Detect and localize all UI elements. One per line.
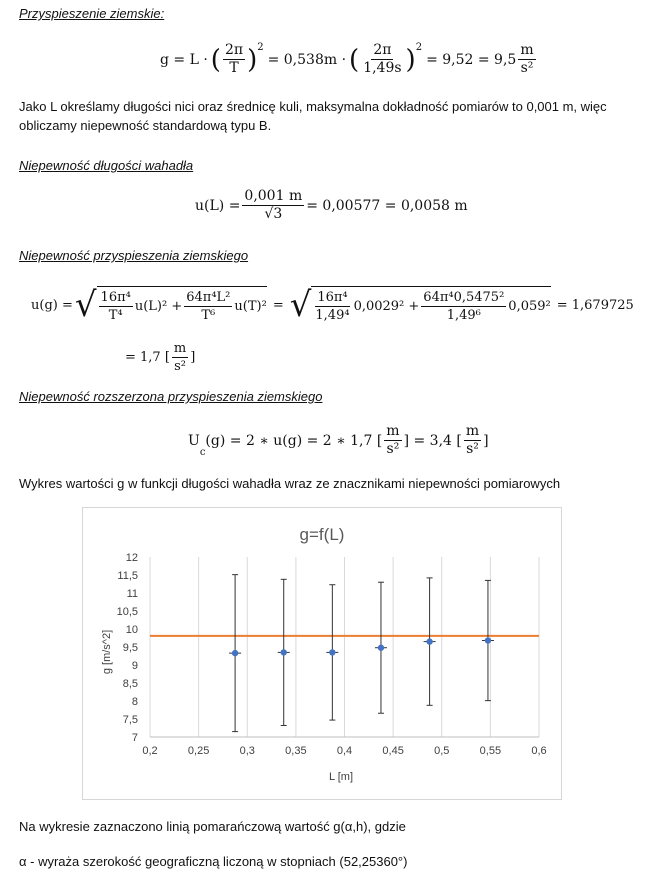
chart-container bbox=[82, 507, 562, 800]
chart-x-tick-label: 0,3 bbox=[239, 745, 255, 757]
chart-data-point bbox=[426, 638, 432, 644]
chart-y-tick-label: 11 bbox=[126, 588, 138, 600]
equation-gravity-uncertainty: u(g) = √ $\frac{\text{16π⁴}}{\text{T⁴}}$ u(L)² + $\frac{\text{64π⁴L²}}{\text{T⁶}}$ u(T)² = √ $\frac{\text{16π⁴}}{\text{1,49⁴}}$ 0,0029² + $\frac{\text{64π⁴0,5475²}}{\text{1,49⁶}}$ 0,059² = 1,679725 bbox=[31, 285, 634, 325]
eq1-mid: = 0,538m · bbox=[267, 51, 347, 68]
chart-data-point bbox=[232, 650, 238, 656]
eq1-fraction: $\frac{2\pi}{T}$ bbox=[224, 42, 244, 76]
heading-gravity: Przyspieszenie ziemskie: bbox=[19, 6, 165, 21]
chart-g-vs-l bbox=[83, 508, 561, 799]
chart-x-tick-label: 0,5 bbox=[434, 745, 450, 757]
chart-x-tick-label: 0,45 bbox=[382, 745, 404, 757]
eq1-unit: $\frac{m}{\text{s²}}$ bbox=[520, 42, 534, 76]
chart-y-tick-label: 9 bbox=[131, 660, 138, 672]
chart-x-tick-label: 0,55 bbox=[479, 745, 502, 757]
chart-data-point bbox=[378, 645, 384, 651]
chart-title: g=f(L) bbox=[299, 525, 345, 544]
chart-grid bbox=[150, 557, 539, 737]
equation-gravity-uncertainty-line2: = 1,7 [ $\frac{m}{\text{s²}}$ ] bbox=[125, 341, 196, 374]
eq1-fraction-2: $\frac{2\pi}{1,49s}$ bbox=[363, 42, 402, 76]
chart-data-point bbox=[485, 637, 491, 643]
chart-data-point bbox=[281, 649, 287, 655]
chart-data-point bbox=[329, 649, 335, 655]
chart-x-tick-label: 0,4 bbox=[336, 745, 353, 757]
chart-y-tick-label: 8 bbox=[131, 696, 138, 708]
paragraph-latitude: α - wyraża szerokość geograficzną liczoną w stopniach (52,25360°) bbox=[19, 854, 408, 869]
chart-x-tick-label: 0,35 bbox=[285, 745, 307, 757]
chart-y-tick-label: 7 bbox=[131, 732, 138, 744]
chart-x-tick-label: 0,6 bbox=[531, 745, 547, 757]
paragraph-reference-line: Na wykresie zaznaczono linią pomarańczową wartość g(α,h), gdzie bbox=[19, 819, 406, 834]
chart-y-tick-label: 12 bbox=[125, 552, 138, 564]
eq1-rhs: = 9,52 = 9,5 bbox=[426, 51, 517, 68]
chart-y-tick-label: 8,5 bbox=[122, 678, 138, 690]
chart-y-tick-label: 11,5 bbox=[117, 570, 138, 582]
chart-y-tick-label: 10 bbox=[125, 624, 138, 636]
equation-gravity: g = L · ( $\frac{2\pi}{T}$ ) $^2$ = 0,538m · ( $\frac{2\pi}{1,49s}$ ) $^2$ = 9,52 = 9,5 $\frac{m}{\text{s²}}$ bbox=[160, 42, 534, 76]
equation-length-uncertainty: u(L) = $\frac{0,001 m}{√3}$ = 0,00577 = 0,0058 m bbox=[195, 188, 468, 222]
chart-y-tick-label: 9,5 bbox=[122, 642, 138, 654]
chart-x-tick-label: 0,2 bbox=[142, 745, 158, 757]
chart-y-axis-label: g [m/s^2] bbox=[101, 629, 113, 675]
heading-gravity-uncertainty: Niepewność przyspieszenia ziemskiego bbox=[19, 248, 249, 263]
eq2-fraction: $\frac{0,001 m}{√3}$ bbox=[244, 188, 303, 222]
paragraph-chart-intro: Wykres wartości g w funkcji długości wahadła wraz ze znacznikami niepewności pomiarowych bbox=[19, 476, 561, 491]
eq1-lhs: g = L · bbox=[160, 51, 208, 68]
equation-expanded-uncertainty: U $_c$ (g) = 2 ∗ u(g) = 2 ∗ 1,7 [ $\frac{m}{\text{s²}}$ ] = 3,4 [ $\frac{m}{\text{s²}}$ ] bbox=[188, 423, 489, 458]
chart-y-tick-label: 10,5 bbox=[116, 606, 138, 618]
chart-y-tick-label: 7,5 bbox=[122, 714, 138, 726]
heading-expanded-uncertainty: Niepewność rozszerzona przyspieszenia ziemskiego bbox=[19, 389, 323, 404]
heading-length-uncertainty: Niepewność długości wahadła bbox=[19, 158, 194, 173]
chart-x-tick-label: 0,25 bbox=[187, 745, 210, 757]
paragraph-measurement: Jako L określamy długości nici oraz średnicę kuli, maksymalna dokładność pomiarów to 0,001 m, więc obliczamy niepewność standardową typu B. bbox=[19, 99, 607, 133]
chart-x-axis-label: L [m] bbox=[328, 771, 354, 783]
